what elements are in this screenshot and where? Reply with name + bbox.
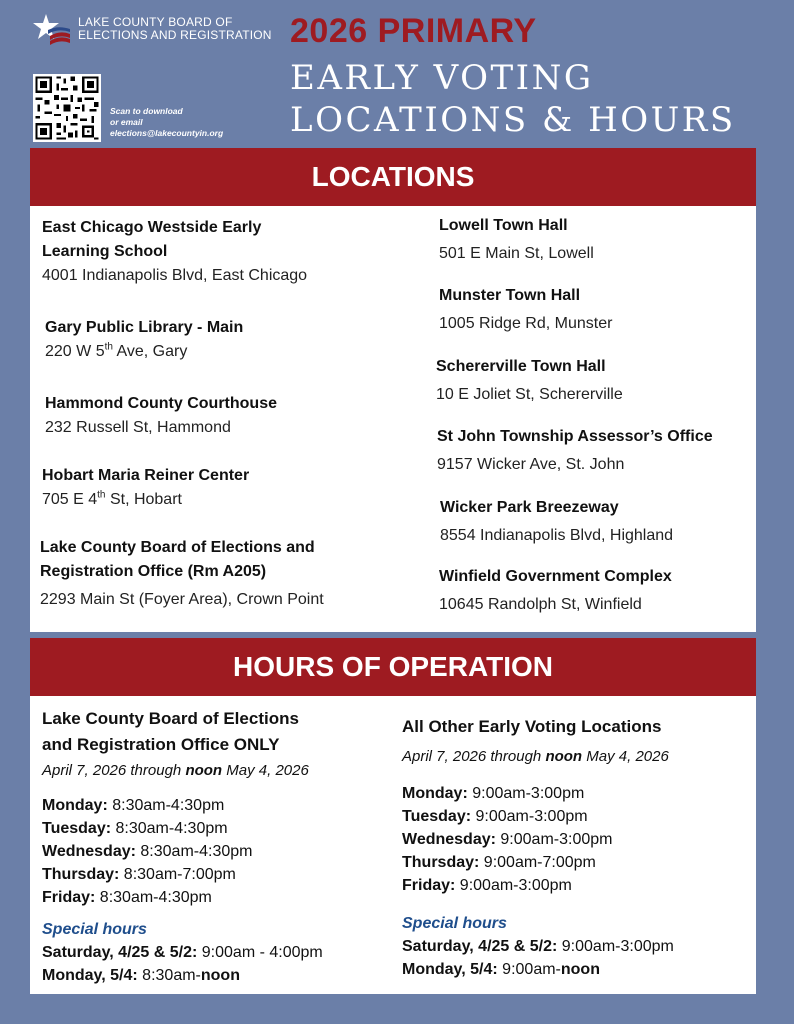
- hours-date-range: April 7, 2026 through noon May 4, 2026: [42, 762, 309, 779]
- schedule-row: Tuesday: 8:30am-4:30pm: [42, 820, 228, 837]
- special-monday: Monday, 5/4: 8:30am-noon: [42, 967, 240, 984]
- schedule-row: Wednesday: 8:30am-4:30pm: [42, 843, 253, 860]
- schedule-row: Tuesday: 9:00am-3:00pm: [402, 808, 588, 825]
- hours-heading: HOURS OF OPERATION: [30, 638, 756, 696]
- location-address: 220 W 5th Ave, Gary: [45, 341, 188, 360]
- scan-line-2: or email: [110, 117, 143, 127]
- location-address: 2293 Main St (Foyer Area), Crown Point: [40, 591, 324, 608]
- special-saturday: Saturday, 4/25 & 5/2: 9:00am - 4:00pm: [42, 944, 323, 961]
- hours-schedule: [402, 782, 674, 897]
- contact-email-link[interactable]: elections@lakecountyin.org: [110, 128, 224, 138]
- location-address: 705 E 4th St, Hobart: [42, 489, 182, 508]
- locations-panel: [30, 206, 756, 632]
- hours-other-locations: [402, 714, 674, 981]
- schedule-row: Friday: 8:30am-4:30pm: [42, 889, 212, 906]
- location-hammond: [45, 392, 277, 440]
- location-name: Schererville Town Hall: [436, 358, 606, 375]
- schedule-row: Thursday: 8:30am-7:00pm: [42, 866, 236, 883]
- locations-heading: LOCATIONS: [30, 148, 756, 206]
- schedule-row: Wednesday: 9:00am-3:00pm: [402, 831, 613, 848]
- location-gary: [45, 316, 243, 364]
- schedule-row: Thursday: 9:00am-7:00pm: [402, 854, 596, 871]
- scan-line-1: Scan to download: [110, 106, 183, 116]
- location-address: 232 Russell St, Hammond: [45, 419, 231, 436]
- header: [0, 0, 794, 148]
- location-address: 1005 Ridge Rd, Munster: [439, 315, 613, 332]
- location-munster: [439, 284, 612, 336]
- location-name: Munster Town Hall: [439, 287, 581, 304]
- page-title-line-2: LOCATIONS & HOURS: [290, 100, 736, 140]
- page-title-line-1: EARLY VOTING: [290, 58, 594, 98]
- location-board-office: [40, 536, 324, 612]
- special-monday: Monday, 5/4: 9:00am-noon: [402, 961, 600, 978]
- location-wicker-park: [440, 496, 673, 548]
- special-hours-label: Special hours: [42, 921, 147, 938]
- org-line-1: LAKE COUNTY BOARD OF: [78, 15, 233, 29]
- hours-panel: [30, 696, 756, 994]
- location-st-john: [437, 425, 713, 477]
- star-flag-logo-icon: [32, 12, 72, 48]
- location-address: 501 E Main St, Lowell: [439, 245, 594, 262]
- hours-date-range: April 7, 2026 through noon May 4, 2026: [402, 748, 669, 765]
- scan-instructions: [110, 106, 223, 139]
- schedule-row: Monday: 9:00am-3:00pm: [402, 785, 585, 802]
- hours-title: Lake County Board of Elections: [42, 709, 299, 728]
- org-name: [78, 16, 272, 42]
- location-winfield: [439, 565, 672, 617]
- location-name: East Chicago Westside Early: [42, 219, 262, 236]
- qr-code-icon[interactable]: [33, 74, 101, 142]
- hours-title: All Other Early Voting Locations: [402, 717, 662, 736]
- location-name: Lowell Town Hall: [439, 217, 568, 234]
- location-name: Winfield Government Complex: [439, 568, 672, 585]
- location-address: 10 E Joliet St, Schererville: [436, 386, 623, 403]
- org-line-2: ELECTIONS AND REGISTRATION: [78, 28, 272, 42]
- location-name: Hobart Maria Reiner Center: [42, 467, 250, 484]
- location-name: Registration Office (Rm A205): [40, 563, 267, 580]
- schedule-row: Monday: 8:30am-4:30pm: [42, 797, 225, 814]
- location-name: St John Township Assessor’s Office: [437, 428, 713, 445]
- primary-title: 2026 PRIMARY: [290, 12, 537, 50]
- location-name: Learning School: [42, 243, 168, 260]
- hours-schedule: [42, 794, 323, 909]
- location-name: Hammond County Courthouse: [45, 395, 277, 412]
- hours-board-office: [42, 706, 323, 987]
- location-east-chicago: [42, 216, 307, 288]
- location-hobart: [42, 464, 249, 512]
- hours-title: and Registration Office ONLY: [42, 735, 280, 754]
- location-schererville: [436, 355, 623, 407]
- location-lowell: [439, 214, 594, 266]
- location-address: 10645 Randolph St, Winfield: [439, 596, 642, 613]
- location-address: 8554 Indianapolis Blvd, Highland: [440, 527, 674, 544]
- location-address: 4001 Indianapolis Blvd, East Chicago: [42, 267, 308, 284]
- location-name: Lake County Board of Elections and: [40, 539, 315, 556]
- special-hours-label: Special hours: [402, 915, 507, 932]
- location-name: Wicker Park Breezeway: [440, 499, 619, 516]
- location-address: 9157 Wicker Ave, St. John: [437, 456, 625, 473]
- schedule-row: Friday: 9:00am-3:00pm: [402, 877, 572, 894]
- special-saturday: Saturday, 4/25 & 5/2: 9:00am-3:00pm: [402, 938, 674, 955]
- location-name: Gary Public Library - Main: [45, 319, 244, 336]
